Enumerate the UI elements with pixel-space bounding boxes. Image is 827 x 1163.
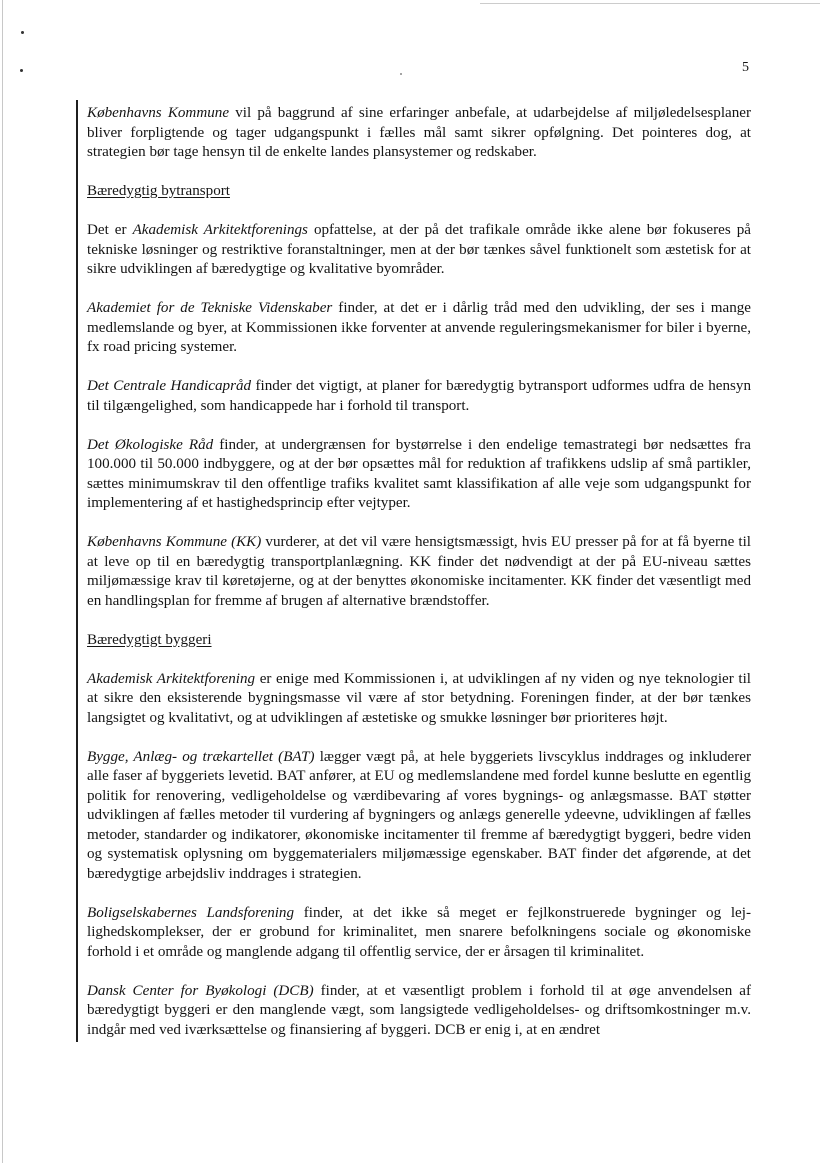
scan-left-edge [2,0,3,1163]
organization-name: Det Økologiske Råd [87,436,214,453]
paragraph-dansk-center-byokologi [87,982,751,1041]
scan-speck [400,73,402,75]
paragraph-boligselskabernes-landsforening [87,904,751,963]
paragraph-bat [87,748,751,885]
organization-name: Akademiet for de Tekniske Videnskaber [87,300,333,316]
section-heading-byggeri: Bæredygtigt byggeri [87,631,212,648]
paragraph-centrale-handicapraad [87,377,751,416]
document-body [87,104,751,1040]
paragraph-text: finder, at det er i dårlig tråd med den udvikling, der ses i mange medlemslande og byer, at Kommissionen ikke forventer at anvende reguleringsmekanismer for biler i byerne, fx road pricing systemer. [87,300,751,355]
paragraph-text-pre: Det er [87,222,133,238]
paragraph-okologiske-raad [87,436,751,514]
paragraph-text: lægger vægt på, at hele byggeriets livscyklus inddrages og inkluderer alle faser af byggeriets levetid. BAT anfører, at EU og medlemslandene med fordel kunne beslutte en egentlig politik for renovering, vedligeholdelse og værdibevaring af vores bygnings- og anlægsmasse. BAT støtter udviklingen af fælles metoder til vurdering af bygningers og anlægs generelle ydeevne, udviklingen af fælles metoder, standarder og indikatorer, økonomiske incitamenter til fremme af bæredygtigt byggeri, bedre viden og systematisk oplysning om byggematerialers miljømæssige egenskaber. BAT finder det afgørende, at det bæredygtige arbejdsliv inddrages i strategien. [87,748,751,882]
organization-name: Akademisk Arkitektforening [87,670,256,687]
paragraph-akademisk-arkitektforening-transport [87,221,751,280]
paragraph-akademiet-tekniske-videnskaber [87,299,751,358]
organization-name: Bygge, Anlæg- og trækartellet (BAT) [87,748,315,765]
paragraph-text: opfattelse, at der på det trafikale område ikke alene bør fokuseres på tekniske løsninger og restriktive foranstaltninger, men at der bør tænkes såvel funktionelt som æstetisk for at sikre udviklingen af bæredygtige og kvalitative byområder. [87,222,751,277]
section-heading-transport: Bæredygtig bytransport [87,183,230,199]
paragraph-kobenhavns-kommune-plans [87,104,751,163]
scan-top-edge [480,3,820,4]
paragraph-text: vil på baggrund af sine erfaringer anbefale, at udarbejdelse af miljøledelsesplaner bliver forpligtende og tager udgangspunkt i fælles mål samt sikrer opfølgning. Det pointeres dog, at strategien bør tage hensyn til de enkelte landes plansystemer og redskaber. [87,105,751,160]
paragraph-text: finder, at et væsentligt problem i forhold til at øge anvendelsen af bæredygtigt byggeri er den manglende vægt, som langsigtede vedligeholdelses- og driftsomkostninger m.v. indgår med ved iværksættelse og finansiering af byggeri. DCB er enig i, at en ændret [87,982,751,1038]
paragraph-text: finder, at undergrænsen for bystørrelse i den endelige temastrategi bør nedsættes fra 100.000 til 50.000 indbyggere, og at der bør opsættes mål for reduktion af trafikkens udslip af små partikler, sættes minimumskrav til den offentlige trafiks kvalitet samt klassifikation af alle veje som udgangspunkt for implementering af et hastighedsprincip efter vejtyper. [87,436,751,511]
page-number: 5 [742,60,749,75]
paragraph-text: finder det vigtigt, at planer for bæredygtig bytransport udformes udfra de hensyn til tilgængelighed, som handicappede har i forhold til transport. [87,378,751,414]
organization-name: Københavns Kommune [87,105,230,121]
organization-name: Det Centrale Handicapråd [87,378,252,394]
paragraph-text: finder, at det ikke så meget er fejlkonstruerede bygninger og lejlighedskomplekser, der er grobund for kriminalitet, men snarere befolkningens sociale og økonomiske forhold i et område og manglende adgang til offentlig service, der er årsagen til kriminalitet. [87,904,751,960]
paragraph-akademisk-arkitektforening-byggeri [87,670,751,729]
organization-name: Akademisk Arkitektforenings [132,222,308,238]
organization-name: Boligselskabernes Landsforening [87,904,295,921]
organization-name: Dansk Center for Byøkologi (DCB) [87,982,314,999]
margin-change-bar [76,100,78,1042]
paragraph-kobenhavns-kommune-kk [87,533,751,611]
scan-speck [21,31,24,34]
scan-speck [20,69,23,72]
organization-name: Københavns Kommune (KK) [87,534,262,550]
paragraph-text: vurderer, at det vil være hensigtsmæssigt, hvis EU presser på for at få byerne til at leve op til en bæredygtig transportplanlægning. KK finder det nødvendigt at der på EU-niveau sættes miljømæssige krav til køretøjerne, og at der benyttes økonomiske incitamenter. KK finder det væsentligt med en handlingsplan for fremme af brugen af alternative brændstoffer. [87,534,751,609]
paragraph-text: er enige med Kommissionen i, at udviklingen af ny viden og nye teknologier til at sikre den eksisterende bygningsmasse vil være af stor betydning. Foreningen finder, at der bør tænkes langsigtet og kvalitativt, og at udviklingen af æstetiske og smukke løsninger bør prioriteres højt. [87,670,751,726]
